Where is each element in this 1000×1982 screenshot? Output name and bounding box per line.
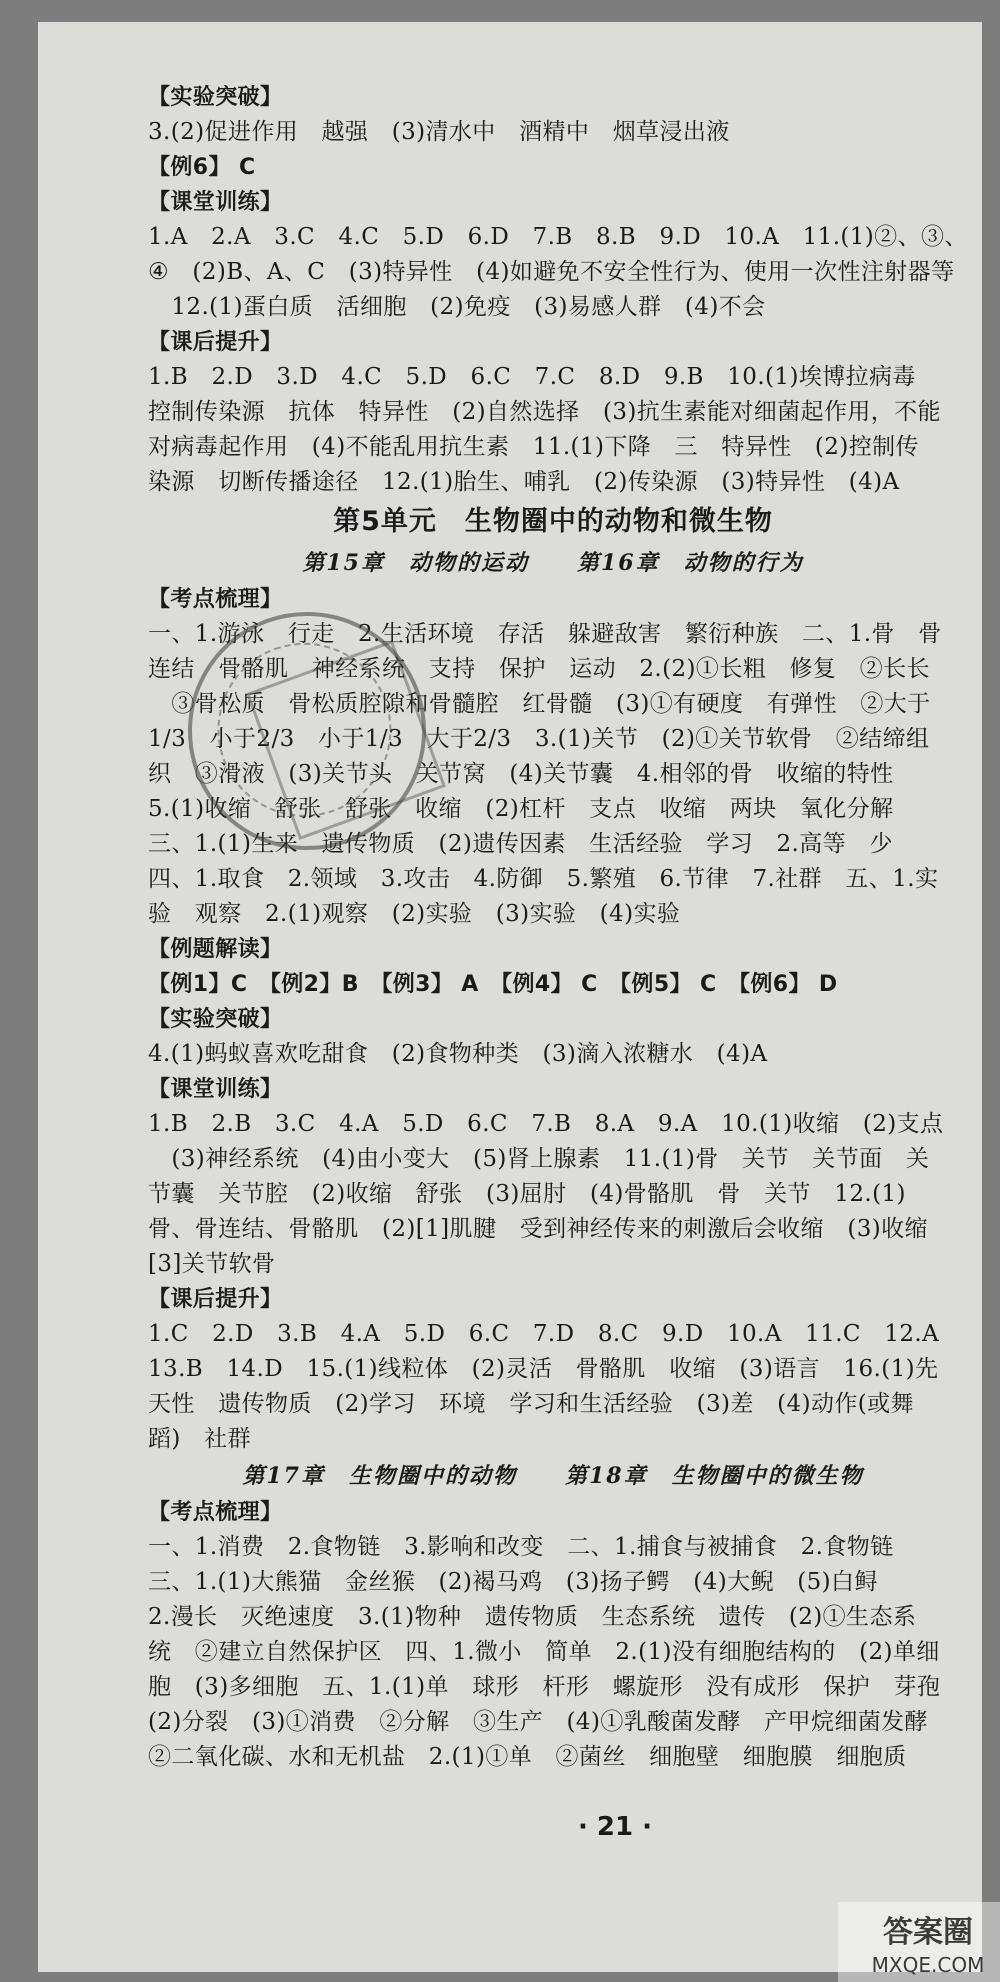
text-line: 对病毒起作用 (4)不能乱用抗生素 11.(1)下降 三 特异性 (2)控制传 [148, 434, 919, 460]
text-line: 蹈) 社群 [148, 1426, 251, 1452]
text-line: 三、1.(1)大熊猫 金丝猴 (2)褐马鸡 (3)扬子鳄 (4)大鲵 (5)白鲟 [148, 1569, 878, 1595]
text-line: ③骨松质 骨松质腔隙和骨髓腔 红骨髓 (3)①有硬度 有弹性 ②大于 [148, 691, 931, 717]
text-line: 三、1.(1)生来 遗传物质 (2)遗传因素 生活经验 学习 2.高等 少 [148, 831, 893, 857]
text-line: 控制传染源 抗体 特异性 (2)自然选择 (3)抗生素能对细菌起作用，不能 [148, 399, 941, 425]
text-line: 连结 骨骼肌 神经系统 支持 保护 运动 2.(2)①长粗 修复 ②长长 [148, 656, 930, 682]
chapter-title: 第15章 动物的运动 第16章 动物的行为 [302, 550, 804, 576]
section-heading: 【考点梳理】 [148, 1500, 283, 1525]
section-heading: 【例6】 C [148, 155, 256, 180]
page-content [148, 80, 968, 1775]
watermark-url: MXQE.COM [871, 1953, 985, 1977]
chapter-title: 第17章 生物圈中的动物 第18章 生物圈中的微生物 [242, 1463, 864, 1489]
section-heading: 【例题解读】 [148, 937, 283, 962]
text-line: 验 观察 2.(1)观察 (2)实验 (3)实验 (4)实验 [148, 901, 681, 927]
watermark-logo [838, 1902, 1000, 1982]
text-line: 4.(1)蚂蚁喜欢吃甜食 (2)食物种类 (3)滴入浓糖水 (4)A [148, 1041, 768, 1067]
text-line: 染源 切断传播途径 12.(1)胎生、哺乳 (2)传染源 (3)特异性 (4)A [148, 469, 900, 495]
text-line: 5.(1)收缩 舒张 舒张 收缩 (2)杠杆 支点 收缩 两块 氧化分解 [148, 796, 894, 822]
section-heading: 【实验突破】 [148, 85, 283, 110]
text-line: 胞 (3)多细胞 五、1.(1)单 球形 杆形 螺旋形 没有成形 保护 芽孢 [148, 1674, 941, 1700]
text-line: 1.A 2.A 3.C 4.C 5.D 6.D 7.B 8.B 9.D 10.A 11.(1)②、③、 [148, 224, 968, 250]
page-number: · 21 · [578, 1812, 653, 1842]
text-line: 13.B 14.D 15.(1)线粒体 (2)灵活 骨骼肌 收缩 (3)语言 16.(1)先 [148, 1356, 939, 1382]
text-line: 四、1.取食 2.领域 3.攻击 4.防御 5.繁殖 6.节律 7.社群 五、1.实 [148, 866, 939, 892]
text-line: 3.(2)促进作用 越强 (3)清水中 酒精中 烟草浸出液 [148, 119, 730, 145]
text-line: ②二氧化碳、水和无机盐 2.(1)①单 ②菌丝 细胞壁 细胞膜 细胞质 [148, 1744, 907, 1770]
text-line: 12.(1)蛋白质 活细胞 (2)免疫 (3)易感人群 (4)不会 [148, 294, 766, 320]
text-line: 1.C 2.D 3.B 4.A 5.D 6.C 7.D 8.C 9.D 10.A 11.C 12.A [148, 1321, 940, 1347]
watermark-title: 答案圈 [883, 1915, 973, 1950]
text-line: 一、1.消费 2.食物链 3.影响和改变 二、1.捕食与被捕食 2.食物链 [148, 1534, 894, 1560]
text-line: 1/3 小于2/3 小于1/3 大于2/3 3.(1)关节 (2)①关节软骨 ②结缔组 [148, 726, 930, 752]
text-line: 节囊 关节腔 (2)收缩 舒张 (3)屈肘 (4)骨骼肌 骨 关节 12.(1) [148, 1181, 906, 1207]
text-line: 骨、骨连结、骨骼肌 (2)[1]肌腱 受到神经传来的刺激后会收缩 (3)收缩 [148, 1216, 928, 1242]
section-heading: 【考点梳理】 [148, 587, 283, 612]
text-line: 1.B 2.D 3.D 4.C 5.D 6.C 7.C 8.D 9.B 10.(1)埃博拉病毒 [148, 364, 916, 390]
text-line: [3]关节软骨 [148, 1251, 276, 1277]
text-line: 统 ②建立自然保护区 四、1.微小 简单 2.(1)没有细胞结构的 (2)单细 [148, 1639, 940, 1665]
section-heading: 【课后提升】 [148, 330, 283, 355]
unit-title: 第5单元 生物圈中的动物和微生物 [333, 506, 773, 537]
text-line: 织 ③滑液 (3)关节头 关节窝 (4)关节囊 4.相邻的骨 收缩的特性 [148, 761, 894, 787]
text-line: ④ (2)B、A、C (3)特异性 (4)如避免不安全性行为、使用一次性注射器等 [148, 259, 955, 285]
text-line: 天性 遗传物质 (2)学习 环境 学习和生活经验 (3)差 (4)动作(或舞 [148, 1391, 914, 1417]
section-heading: 【课堂训练】 [148, 1077, 283, 1102]
document-page [38, 22, 985, 1977]
text-line: (3)神经系统 (4)由小变大 (5)肾上腺素 11.(1)骨 关节 关节面 关 [148, 1146, 930, 1172]
text-line: 2.漫长 灭绝速度 3.(1)物种 遗传物质 生态系统 遗传 (2)①生态系 [148, 1604, 917, 1630]
text-line: (2)分裂 (3)①消费 ②分解 ③生产 (4)①乳酸菌发酵 产甲烷细菌发酵 [148, 1709, 928, 1735]
section-heading: 【课后提升】 [148, 1287, 283, 1312]
text-line: 一、1.游泳 行走 2.生活环境 存活 躲避敌害 繁衍种族 二、1.骨 骨 [148, 621, 942, 647]
text-line: 1.B 2.B 3.C 4.A 5.D 6.C 7.B 8.A 9.A 10.(1)收缩 (2)支点 [148, 1111, 944, 1137]
section-heading: 【实验突破】 [148, 1007, 283, 1032]
section-heading: 【例1】C 【例2】B 【例3】 A 【例4】 C 【例5】 C 【例6】 D [148, 972, 838, 997]
section-heading: 【课堂训练】 [148, 190, 283, 215]
